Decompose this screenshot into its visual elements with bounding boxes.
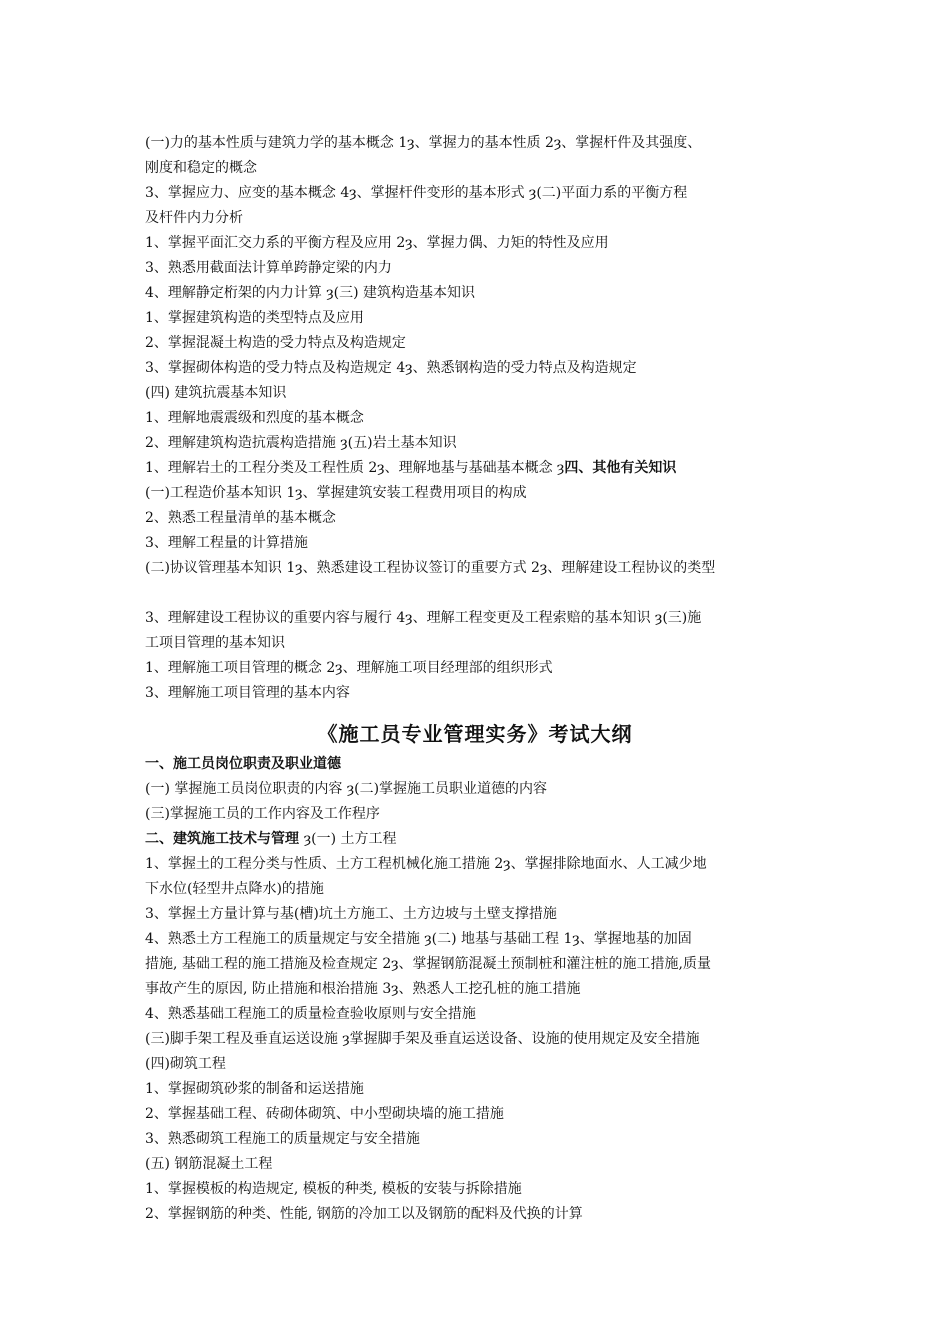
text-line: 事故产生的原因, 防止措施和根治措施 3ȝ、熟悉人工挖孔桩的施工措施: [145, 981, 581, 997]
text-line-mixed: [145, 830, 825, 848]
text-line: 2、熟悉工程量清单的基本概念: [145, 510, 336, 526]
text-normal: ȝ(一) 土方工程: [303, 831, 397, 847]
text-line: (三)掌握施工员的工作内容及工作程序: [145, 806, 380, 822]
text-line: (五) 钢筋混凝土工程: [145, 1156, 273, 1172]
text-line: 4、熟悉基础工程施工的质量检查验收原则与安全措施: [145, 1006, 476, 1022]
section-heading: 一、施工员岗位职责及职业道德: [145, 756, 341, 772]
text-line: (四)砌筑工程: [145, 1056, 226, 1072]
text-normal: 1、理解岩土的工程分类及工程性质 2ȝ、理解地基与基础基本概念 ȝ: [145, 460, 565, 476]
text-line: 3、熟悉砌筑工程施工的质量规定与安全措施: [145, 1131, 420, 1147]
text-line: 刚度和稳定的概念: [145, 160, 257, 176]
document-title: 《施工员专业管理实务》考试大纲: [317, 722, 633, 746]
text-line-mixed: [145, 459, 825, 477]
text-line: 3、熟悉用截面法计算单跨静定梁的内力: [145, 260, 392, 276]
section-heading: 四、其他有关知识: [564, 460, 677, 476]
text-line: (一) 掌握施工员岗位职责的内容 ȝ(二)掌握施工员职业道德的内容: [145, 781, 548, 797]
text-line: 1、掌握建筑构造的类型特点及应用: [145, 310, 364, 326]
text-line: 1、理解施工项目管理的概念 2ȝ、理解施工项目经理部的组织形式: [145, 660, 553, 676]
text-line: 下水位(轻型井点降水)的措施: [145, 881, 324, 897]
text-line: 3、理解施工项目管理的基本内容: [145, 685, 350, 701]
text-line: 3、掌握砌体构造的受力特点及构造规定 4ȝ、熟悉钢构造的受力特点及构造规定: [145, 360, 637, 376]
text-line: (四) 建筑抗震基本知识: [145, 385, 287, 401]
text-line: (一)力的基本性质与建筑力学的基本概念 1ȝ、掌握力的基本性质 2ȝ、掌握杆件及其强度、: [145, 135, 702, 151]
text-line: (三)脚手架工程及垂直运送设施 ȝ掌握脚手架及垂直运送设备、设施的使用规定及安全措施: [145, 1031, 700, 1047]
text-line: 1、掌握平面汇交力系的平衡方程及应用 2ȝ、掌握力偶、力矩的特性及应用: [145, 235, 609, 251]
text-line: 2、掌握混凝土构造的受力特点及构造规定: [145, 335, 406, 351]
text-line: 2、理解建筑构造抗震构造措施 ȝ(五)岩土基本知识: [145, 435, 457, 451]
text-line: 2、掌握基础工程、砖砌体砌筑、中小型砌块墙的施工措施: [145, 1106, 504, 1122]
text-line: (二)协议管理基本知识 1ȝ、熟悉建设工程协议签订的重要方式 2ȝ、理解建设工程协议的类型: [145, 560, 716, 576]
text-line: 4、熟悉土方工程施工的质量规定与安全措施 ȝ(二) 地基与基础工程 1ȝ、掌握地基的加固: [145, 931, 692, 947]
text-line: 1、掌握土的工程分类与性质、土方工程机械化施工措施 2ȝ、掌握排除地面水、人工减少地: [145, 856, 707, 872]
text-line: 1、理解地震震级和烈度的基本概念: [145, 410, 364, 426]
text-line: 3、掌握土方量计算与基(槽)坑土方施工、土方边坡与土壁支撑措施: [145, 906, 557, 922]
text-line: 3、理解建设工程协议的重要内容与履行 4ȝ、理解工程变更及工程索赔的基本知识 ȝ(三)施: [145, 610, 702, 626]
text-line: 3、掌握应力、应变的基本概念 4ȝ、掌握杆件变形的基本形式 ȝ(二)平面力系的平衡方程: [145, 185, 688, 201]
text-line: 2、掌握钢筋的种类、性能, 钢筋的冷加工以及钢筋的配料及代换的计算: [145, 1206, 583, 1222]
text-line: 工项目管理的基本知识: [145, 635, 285, 651]
text-line: 1、掌握砌筑砂浆的制备和运送措施: [145, 1081, 364, 1097]
text-line: 3、理解工程量的计算措施: [145, 535, 308, 551]
text-line: (一)工程造价基本知识 1ȝ、掌握建筑安装工程费用项目的构成: [145, 485, 527, 501]
text-line: 1、掌握模板的构造规定, 模板的种类, 模板的安装与拆除措施: [145, 1181, 522, 1197]
text-line: 措施, 基础工程的施工措施及检查规定 2ȝ、掌握钢筋混凝土预制桩和灌注桩的施工措施,质量: [145, 956, 712, 972]
text-line: 及杆件内力分析: [145, 210, 243, 226]
text-line: 4、理解静定桁架的内力计算 ȝ(三) 建筑构造基本知识: [145, 285, 476, 301]
section-heading: 二、建筑施工技术与管理: [145, 831, 304, 847]
